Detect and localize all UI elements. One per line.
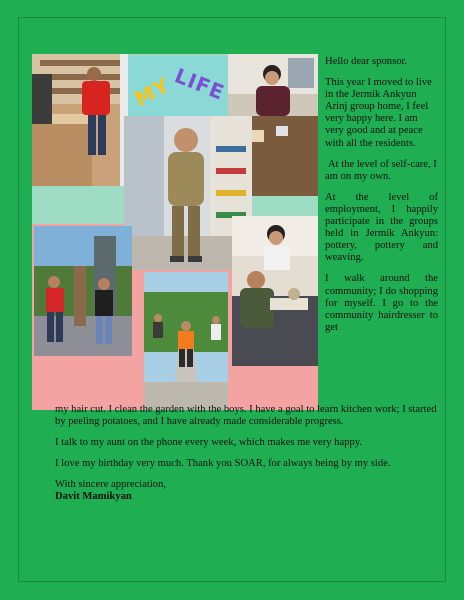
collage-title-my: MY [130,72,174,112]
letter-paragraph-2: At the level of self-care, I am on my own. [325,158,437,182]
photo-pottery-workshop [232,216,318,366]
letter-column [325,56,438,334]
photo-park-path [144,272,228,410]
letter-closing: With sincere appreciation, [55,479,167,491]
letter-paragraph-1: This year I moved to live in the Jermik Ankyun Arinj group home, I feel very happy here. I am very good and at peace with all the residents. [325,77,432,149]
letter-signature: Davit Mamikyan [55,491,132,503]
letter-paragraph-4-end: my hair cut. I clean the garden with the boys. I have a goal to learn kitchen work; I started by peeling potatoes, and I have already made considerable progress. [55,404,437,428]
letter-paragraph-3: At the level of employment, I happily participate in the groups held in Jermik Ankyun: pottery, pottery and weaving. [325,191,438,264]
photo-friends-outdoors [34,226,132,356]
letter-closing-block [55,479,439,503]
letter-paragraph-5: I talk to my aunt on the phone every week, which makes me very happy. [55,437,363,449]
letter-paragraph-6: I love my birthday very much. Thank you SOAR, for always being by my side. [55,458,391,470]
letter-greeting: Hello dear sponsor. [325,56,408,67]
letter-paragraph-4-start: I walk around the community; I do shopping for myself. I go to the community hairdresser to get [325,273,438,333]
collage-title [128,56,228,118]
photo-kitchen-counter [32,54,128,186]
letter-body-wide [55,404,439,504]
photo-collage [32,54,318,410]
collage-title-life: LIFE [171,63,229,105]
